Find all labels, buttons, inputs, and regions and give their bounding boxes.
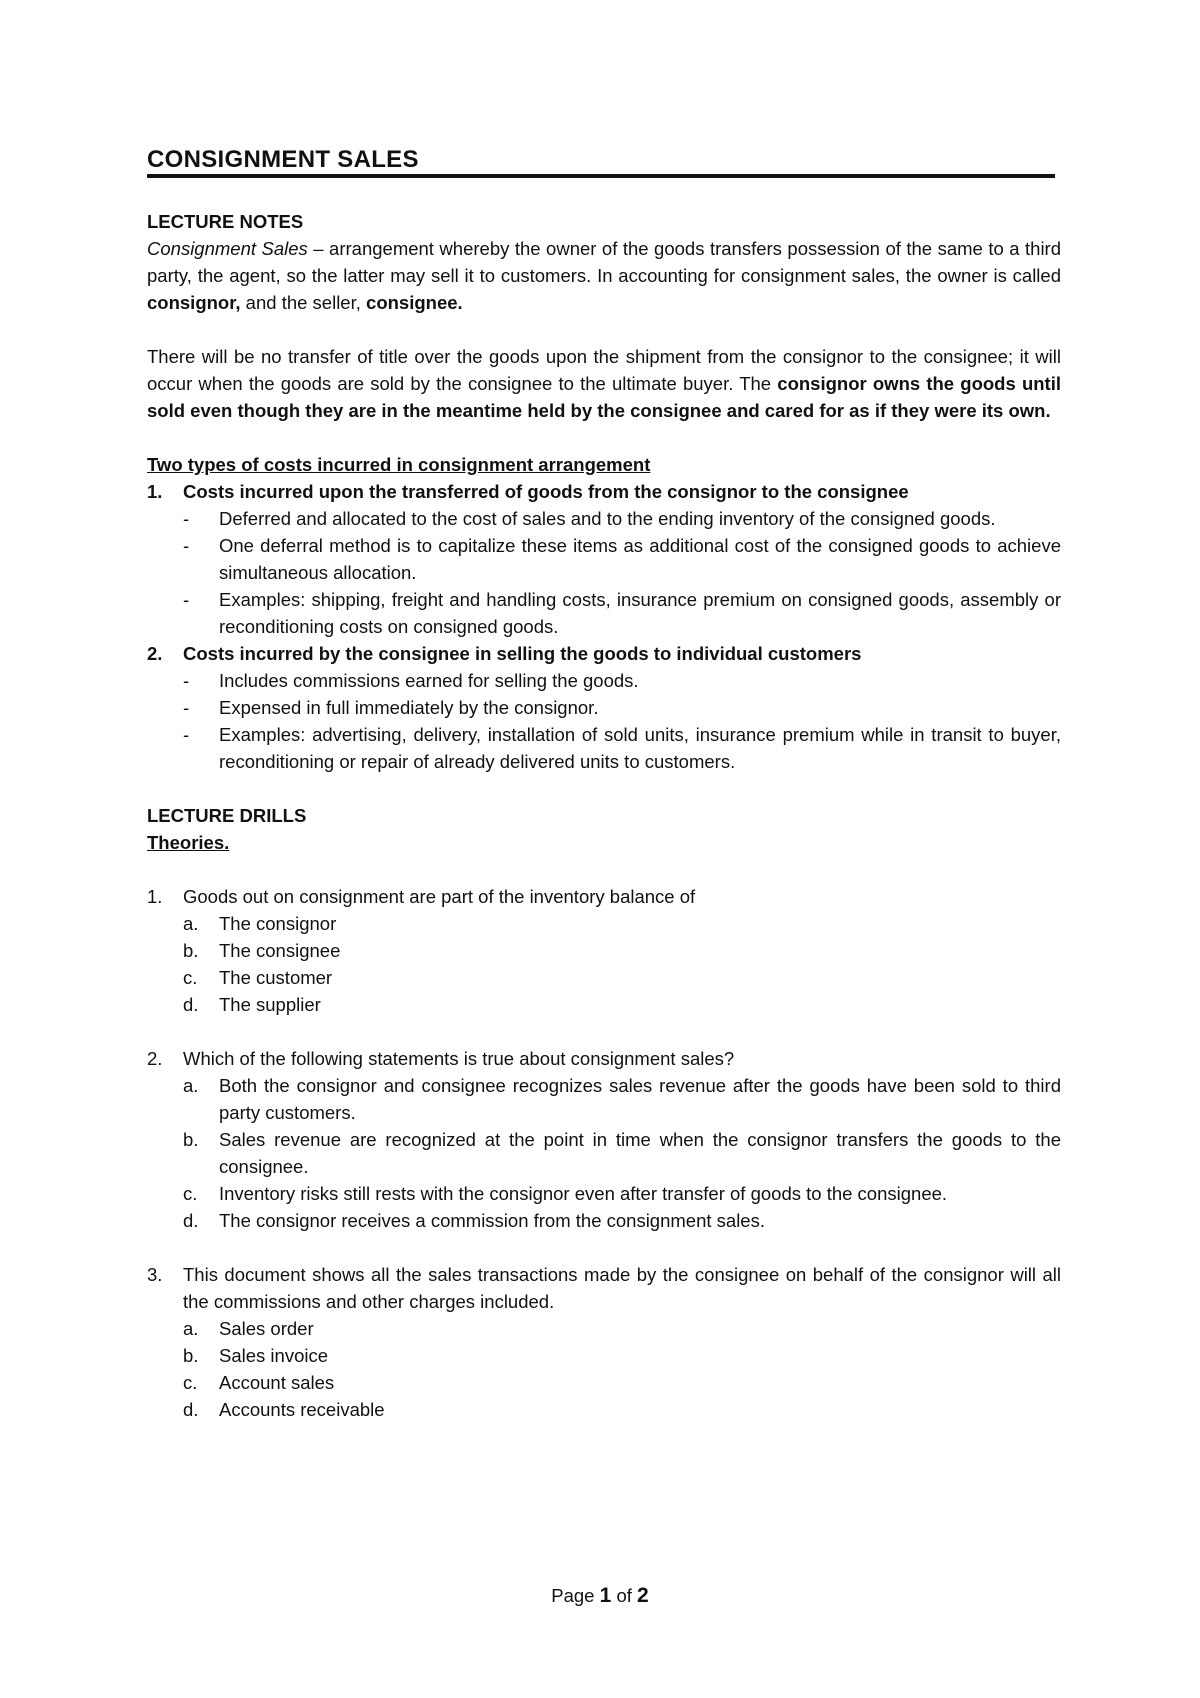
dash-marker: -	[183, 724, 190, 745]
page-footer	[0, 1582, 1200, 1609]
cost-types-heading: Two types of costs incurred in consignment arrangement	[147, 454, 651, 475]
question-number: 3.	[147, 1264, 163, 1285]
definition-consignor: consignor,	[147, 292, 241, 313]
option-item	[183, 1342, 1061, 1369]
option-text: Accounts receivable	[219, 1399, 385, 1420]
bullet-text: Includes commissions earned for selling the goods.	[219, 670, 639, 691]
option-letter: a.	[183, 1075, 199, 1096]
title-transfer-bold: consignor owns the goods until sold even though they are in the meantime held by the consignee and cared for as if they were its own.	[147, 373, 1061, 421]
definition-term: Consignment Sales	[147, 238, 308, 259]
option-text: The consignor receives a commission from the consignment sales.	[219, 1210, 765, 1231]
option-text: Both the consignor and consignee recognizes sales revenue after the goods have been sold to third party customers.	[219, 1075, 1061, 1123]
definition-paragraph	[147, 235, 1061, 316]
option-text: Sales order	[219, 1318, 314, 1339]
option-list	[183, 1315, 1061, 1423]
question-number: 1.	[147, 886, 163, 907]
question-item	[147, 1045, 1061, 1261]
page-label: Page	[551, 1585, 595, 1606]
option-text: The consignor	[219, 913, 337, 934]
cost-types-list	[147, 478, 1061, 775]
cost-type-bullets	[183, 667, 1061, 775]
option-item	[183, 937, 1061, 964]
cost-type-number: 2.	[147, 643, 163, 664]
cost-type-title: Costs incurred by the consignee in selling the goods to individual customers	[183, 643, 862, 664]
bullet-item	[183, 721, 1061, 775]
lecture-notes-heading: LECTURE NOTES	[147, 211, 304, 232]
document-body	[147, 208, 1061, 1423]
option-item	[183, 1369, 1061, 1396]
option-text: Account sales	[219, 1372, 335, 1393]
bullet-text: One deferral method is to capitalize these items as additional cost of the consigned goods to achieve simultaneous allocation.	[219, 535, 1061, 583]
option-text: Sales revenue are recognized at the point in time when the consignor transfers the goods to the consignee.	[219, 1129, 1061, 1177]
option-text: Sales invoice	[219, 1345, 329, 1366]
page-total: 2	[637, 1584, 649, 1607]
option-letter: c.	[183, 967, 198, 988]
option-letter: d.	[183, 1399, 199, 1420]
option-item	[183, 964, 1061, 991]
page-title: CONSIGNMENT SALES	[147, 146, 419, 173]
option-item	[183, 1180, 1061, 1207]
page-number: 1	[599, 1584, 612, 1607]
bullet-text: Deferred and allocated to the cost of sales and to the ending inventory of the consigned goods.	[219, 508, 996, 529]
option-text: The consignee	[219, 940, 341, 961]
option-item	[183, 1207, 1061, 1234]
option-item	[183, 1315, 1061, 1342]
option-item	[183, 1126, 1061, 1180]
bullet-item	[183, 694, 1061, 721]
dash-marker: -	[183, 697, 190, 718]
question-text: Which of the following statements is true about consignment sales?	[183, 1048, 735, 1069]
lecture-drills-heading: LECTURE DRILLS	[147, 805, 307, 826]
dash-marker: -	[183, 670, 190, 691]
dash-marker: -	[183, 535, 190, 556]
option-list	[183, 1072, 1061, 1234]
bullet-text: Expensed in full immediately by the consignor.	[219, 697, 599, 718]
bullet-item	[183, 532, 1061, 586]
title-underline	[147, 174, 1055, 178]
option-letter: c.	[183, 1372, 198, 1393]
bullet-item	[183, 667, 1061, 694]
theories-heading: Theories.	[147, 832, 230, 853]
cost-type-item	[147, 478, 1061, 640]
question-item	[147, 1261, 1061, 1423]
bullet-text: Examples: shipping, freight and handling costs, insurance premium on consigned goods, assembly or reconditioning costs on consigned goods.	[219, 589, 1061, 637]
option-letter: b.	[183, 1345, 199, 1366]
dash-marker: -	[183, 508, 190, 529]
option-text: Inventory risks still rests with the consignor even after transfer of goods to the consignee.	[219, 1183, 948, 1204]
dash-marker: -	[183, 589, 190, 610]
cost-type-bullets	[183, 505, 1061, 640]
option-letter: b.	[183, 940, 199, 961]
title-transfer-text: There will be no transfer of title over the goods upon the shipment from the consignor to the consignee; it will occur when the goods are sold by the consignee to the ultimate buyer. The	[147, 346, 1061, 394]
option-text: The customer	[219, 967, 333, 988]
definition-text-2: and the seller,	[240, 292, 367, 313]
option-letter: d.	[183, 1210, 199, 1231]
bullet-item	[183, 586, 1061, 640]
bullet-item	[183, 505, 1061, 532]
question-item	[147, 883, 1061, 1045]
cost-type-number: 1.	[147, 481, 163, 502]
cost-type-item	[147, 640, 1061, 775]
question-list	[147, 883, 1061, 1423]
option-letter: a.	[183, 913, 199, 934]
question-number: 2.	[147, 1048, 163, 1069]
option-letter: d.	[183, 994, 199, 1015]
question-text: Goods out on consignment are part of the inventory balance of	[183, 886, 696, 907]
option-item	[183, 991, 1061, 1018]
option-item	[183, 910, 1061, 937]
option-item	[183, 1072, 1061, 1126]
of-label: of	[616, 1585, 632, 1606]
option-list	[183, 910, 1061, 1018]
cost-type-title: Costs incurred upon the transferred of goods from the consignor to the consignee	[183, 481, 909, 502]
option-letter: c.	[183, 1183, 198, 1204]
definition-consignee: consignee.	[366, 292, 463, 313]
option-item	[183, 1396, 1061, 1423]
definition-text-1: – arrangement whereby the owner of the goods transfers possession of the same to a third party, the agent, so the latter may sell it to customers. In accounting for consignment sales, the owner is called	[147, 238, 1061, 286]
title-transfer-paragraph	[147, 343, 1061, 424]
bullet-text: Examples: advertising, delivery, installation of sold units, insurance premium while in transit to buyer, reconditioning or repair of already delivered units to customers.	[219, 724, 1061, 772]
option-text: The supplier	[219, 994, 321, 1015]
option-letter: b.	[183, 1129, 199, 1150]
question-text: This document shows all the sales transactions made by the consignee on behalf of the consignor will all the commissions and other charges included.	[183, 1264, 1061, 1312]
option-letter: a.	[183, 1318, 199, 1339]
